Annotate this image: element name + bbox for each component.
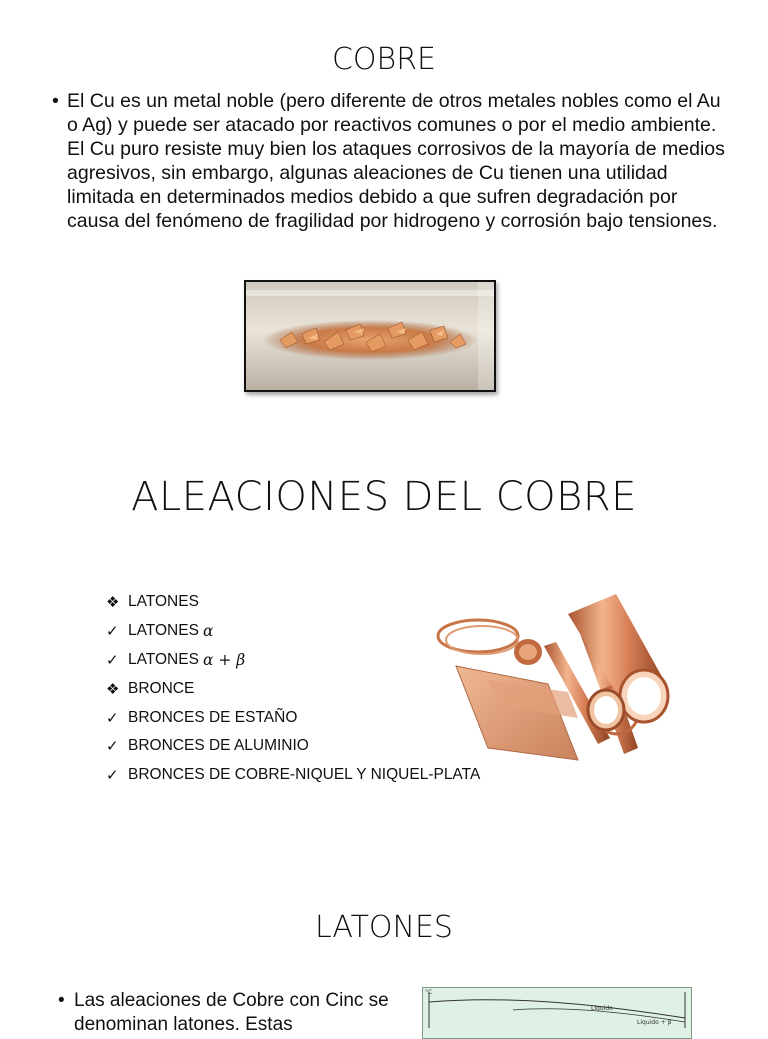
- diamond-bullet-icon: ❖: [106, 680, 120, 698]
- slide-cobre: [0, 0, 768, 440]
- slide-title: ALEACIONES DEL COBRE: [131, 474, 637, 520]
- copper-granules-photo: [246, 282, 494, 390]
- list-item: ✓ BRONCES DE ESTAÑO: [106, 708, 298, 727]
- list-item: ✓ BRONCES DE ALUMINIO: [106, 737, 309, 756]
- list-item: ✓ LATONES α: [106, 622, 214, 641]
- list-item: ❖ LATONES: [106, 593, 199, 612]
- slide-title: COBRE: [331, 42, 436, 77]
- paragraph-text: Las aleaciones de Cobre con Cinc se denominan latones. Estas: [74, 990, 389, 1035]
- copper-tubes-photo: [428, 588, 678, 768]
- bullet-icon: •: [58, 990, 65, 1011]
- check-icon: ✓: [106, 738, 119, 756]
- paragraph-text: El Cu es un metal noble (pero diferente de otros metales nobles como el Au o Ag) y puede ser atacado por reactivos comunes o por el medio ambiente. El Cu puro resiste muy bien los ataques corrosivos de la mayoría de medios agresivos, sin embargo, algunas aleaciones de Cu tienen una utilidad limitada en determinados medios debido a que sufren degradación por causa del fenómeno de fragilidad por hidrogeno y corrosión bajo tensiones.: [67, 90, 725, 232]
- alloy-list: [106, 588, 480, 790]
- copper-products-image: [428, 588, 678, 768]
- phase-diagram-image: [422, 987, 692, 1039]
- phase-diagram-graphic: [423, 988, 691, 1028]
- bullet-icon: •: [52, 90, 59, 112]
- check-icon: ✓: [106, 651, 119, 669]
- diamond-bullet-icon: ❖: [106, 594, 120, 612]
- list-item: ✓ LATONES α + β: [106, 650, 246, 669]
- diagram-label: Liquido + β: [637, 1019, 672, 1026]
- check-icon: ✓: [106, 709, 119, 727]
- check-icon: ✓: [106, 623, 119, 641]
- check-icon: ✓: [106, 767, 119, 785]
- diagram-label: Liquido: [591, 1005, 613, 1012]
- paragraph: [58, 989, 404, 1037]
- copper-granules-image: [244, 280, 496, 392]
- list-item: ❖ BRONCE: [106, 679, 195, 698]
- slide-aleaciones: [0, 440, 768, 880]
- diagram-unit: °C: [425, 989, 433, 996]
- slide-latones: [0, 880, 768, 1035]
- paragraph: [52, 89, 727, 233]
- slide-title: LATONES: [315, 910, 453, 945]
- list-item: ✓ BRONCES DE COBRE-NIQUEL Y NIQUEL-PLATA: [106, 766, 481, 785]
